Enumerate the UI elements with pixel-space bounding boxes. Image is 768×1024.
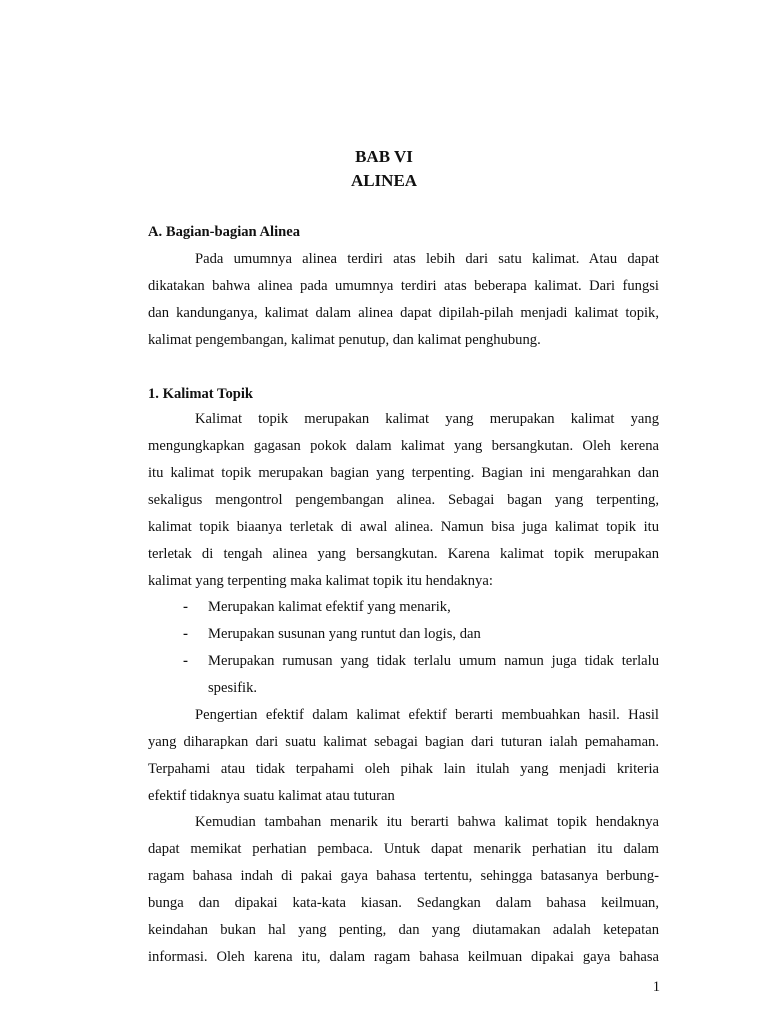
paragraph-line: dikatakan bahwa alinea pada umumnya terdiri atas beberapa kalimat. Dari fungsi: [148, 278, 659, 294]
section-a-heading: A. Bagian-bagian Alinea: [148, 224, 301, 240]
paragraph-line: kalimat yang terpenting maka kalimat topik itu hendaknya:: [148, 573, 493, 589]
paragraph-line: dan kandunganya, kalimat dalam alinea dapat dipilah-pilah menjadi kalimat topik,: [148, 305, 659, 321]
paragraph-line: sekaligus mengontrol pengembangan alinea. Sebagai bagan yang terpenting,: [148, 492, 659, 508]
bullet-marker: -: [183, 653, 188, 669]
paragraph-line: Kalimat topik merupakan kalimat yang merupakan kalimat yang: [195, 411, 659, 427]
bullet-marker: -: [183, 599, 188, 615]
paragraph-line: mengungkapkan gagasan pokok dalam kalimat yang bersangkutan. Oleh kerena: [148, 438, 659, 454]
paragraph-line: itu kalimat topik merupakan bagian yang terpenting. Bagian ini mengarahkan dan: [148, 465, 659, 481]
paragraph-line: Pada umumnya alinea terdiri atas lebih dari satu kalimat. Atau dapat: [195, 251, 659, 267]
paragraph-line: informasi. Oleh karena itu, dalam ragam bahasa keilmuan dipakai gaya bahasa: [148, 949, 659, 965]
bullet-item: Merupakan rumusan yang tidak terlalu umum namun juga tidak terlalu: [208, 653, 659, 669]
paragraph-line: bunga dan dipakai kata-kata kiasan. Sedangkan dalam bahasa keilmuan,: [148, 895, 659, 911]
chapter-number: BAB VI: [355, 147, 413, 166]
bullet-item: Merupakan kalimat efektif yang menarik,: [208, 599, 451, 615]
paragraph-line: keindahan bukan hal yang penting, dan yang diutamakan adalah ketepatan: [148, 922, 659, 938]
paragraph-line: kalimat topik biaanya terletak di awal alinea. Namun bisa juga kalimat topik itu: [148, 519, 659, 535]
paragraph-line: kalimat pengembangan, kalimat penutup, dan kalimat penghubung.: [148, 332, 541, 348]
paragraph-line: Kemudian tambahan menarik itu berarti bahwa kalimat topik hendaknya: [195, 814, 659, 830]
paragraph-line: efektif tidaknya suatu kalimat atau tuturan: [148, 788, 395, 804]
bullet-item-continuation: spesifik.: [208, 680, 258, 696]
paragraph-line: Pengertian efektif dalam kalimat efektif berarti membuahkan hasil. Hasil: [195, 707, 659, 723]
bullet-item: Merupakan susunan yang runtut dan logis, dan: [208, 626, 481, 642]
page-number: 1: [652, 979, 660, 995]
paragraph-line: dapat memikat perhatian pembaca. Untuk dapat menarik perhatian itu dalam: [148, 841, 659, 857]
chapter-title: ALINEA: [350, 171, 418, 190]
paragraph-line: Terpahami atau tidak terpahami oleh pihak lain itulah yang menjadi kriteria: [148, 761, 659, 777]
paragraph-line: ragam bahasa indah di pakai gaya bahasa tertentu, sehingga batasanya berbung-: [148, 868, 659, 884]
paragraph-line: terletak di tengah alinea yang bersangkutan. Karena kalimat topik merupakan: [148, 546, 659, 562]
section-1-heading: 1. Kalimat Topik: [148, 386, 254, 402]
paragraph-line: yang diharapkan dari suatu kalimat sebagai bagian dari tuturan ialah pemahaman.: [148, 734, 659, 750]
bullet-marker: -: [183, 626, 188, 642]
